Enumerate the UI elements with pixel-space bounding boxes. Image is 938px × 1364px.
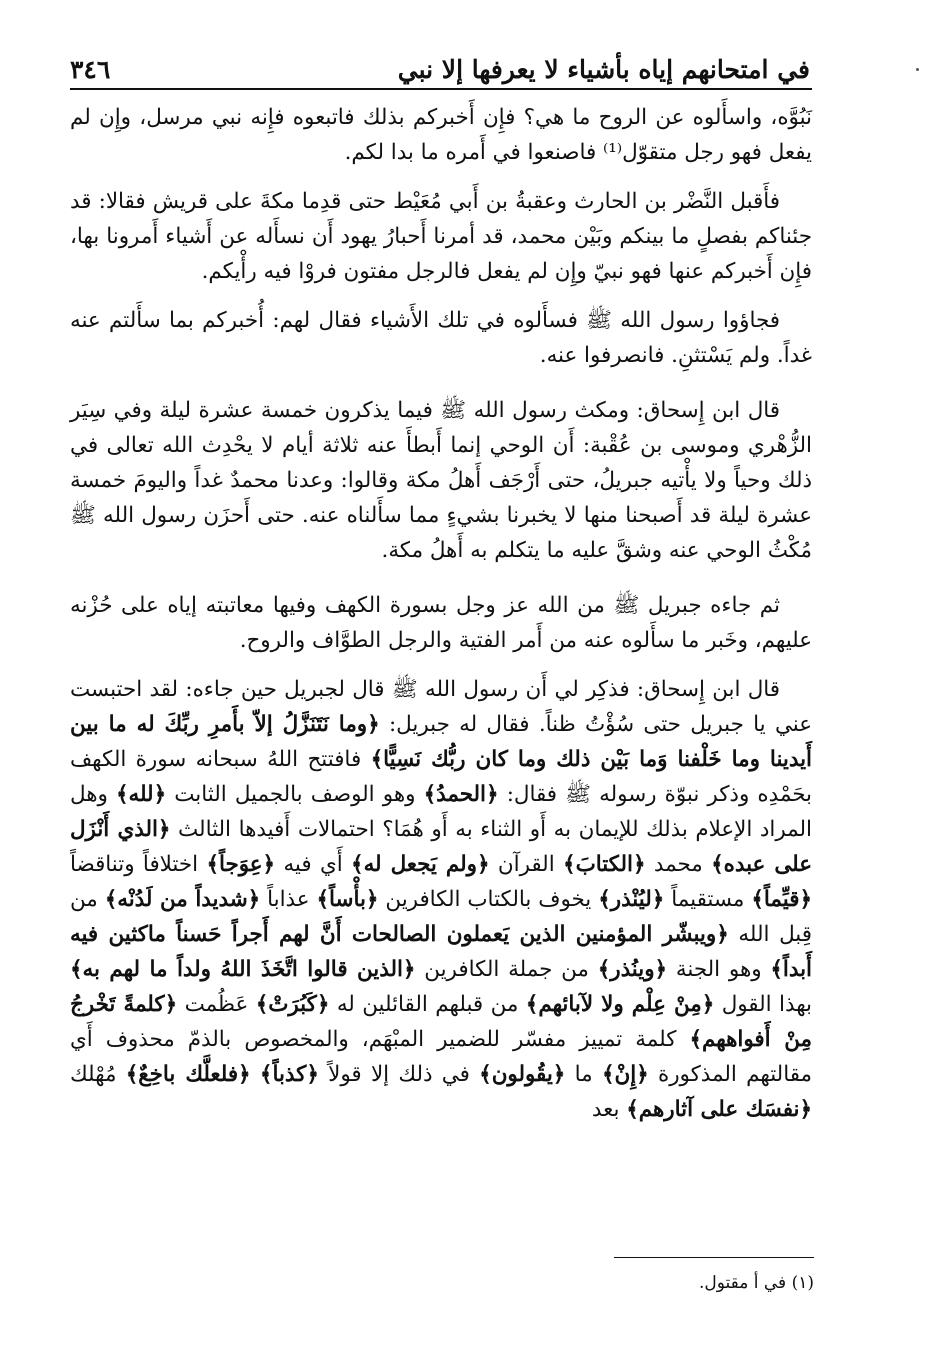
text-segment: أَي فيه (275, 852, 352, 877)
margin-mark (916, 68, 919, 71)
quran-quote: ﴿كذباً﴾ (259, 1062, 319, 1087)
text-segment: بعد (591, 1097, 627, 1122)
text-segment: بهذا القول (714, 992, 813, 1017)
text-segment: من قبلهم القائلين له (329, 992, 526, 1017)
paragraph-3: فجاؤوا رسول الله ﷺ فسأَلوه في تلك الأَشياء فقال لهم: أُخبركم بما سأَلتم عنه غداً. ولم يَسْتثنِ. فانصرفوا عنه. (70, 308, 812, 368)
text-segment: مُهْلك (70, 1062, 126, 1087)
page-number: ٣٤٦ (70, 55, 111, 84)
quran-quote: ﴿بأْساً﴾ (316, 887, 379, 912)
quran-quote: ﴿قيِّماً﴾ (751, 887, 812, 912)
header-rule (70, 88, 812, 90)
quran-quote: ﴿ولم يَجعل له﴾ (351, 852, 490, 877)
text-segment: قال ابن إِسحاق: فذكِر لي أَن رسول الله ﷺ قال لجبريل حين جاءه: لقد احتبست عني يا جبريل حتى سُؤْتُ ظناً. فقال له جبريل: (70, 677, 812, 737)
quran-quote: ﴿الذين قالوا اتَّخَذَ اللهُ ولداً ما لهم به﴾ (70, 957, 416, 982)
quran-quote: ﴿وينُذر﴾ (597, 957, 668, 982)
paragraph-5: ثم جاءه جبريل ﷺ من الله عز وجل بسورة الكهف وفيها معاتبته إياه على حُزْنه عليهم، وخَبر ما سأَلوه عنه من أَمر الفتية والرجل الطوَّاف والروح. (70, 593, 812, 653)
quran-quote: ﴿عِوَجاً﴾ (206, 852, 276, 877)
quran-quote: ﴿شديداً من لَدُنْه﴾ (104, 887, 261, 912)
running-title: في امتحانهم إياه بأشياء لا يعرفها إلا نبي (397, 55, 810, 84)
quran-quote: ﴿يقُولون﴾ (479, 1062, 566, 1087)
text-segment: من قِبل الله (70, 887, 812, 947)
quran-quote: ﴿إِنْ﴾ (601, 1062, 649, 1087)
text-segment: محمد (645, 852, 712, 877)
text-segment (251, 1062, 260, 1087)
quran-quote: ﴿ليُنْذر﴾ (598, 887, 665, 912)
quran-quote: ﴿مِنْ عِلْم ولا لآبائهم﴾ (525, 992, 715, 1017)
page-header (70, 38, 810, 82)
quran-quote: ﴿الكتابَ﴾ (563, 852, 646, 877)
text-segment: وهو الجنة (667, 957, 771, 982)
text-segment: عَظُمت (177, 992, 256, 1017)
text-segment: وهل المراد الإعلام بذلك للإيمان به أَو الثناء به أَو هُمَا؟ احتمالات أَفيدها الثالث (70, 782, 812, 842)
paragraph-4: قال ابن إِسحاق: ومكث رسول الله ﷺ فيما يذكرون خمسة عشرة ليلة وفي سِيَر الزُّهْري وموسى بن عُقْبة: أَن الوحي إنما أَبطأَ عنه ثلاثة أيام لا يحْدِث الله تعالى في ذلك وحياً ولا يأْتيه جبريلُ، حتى أَرْجَف أَهلُ مكة وقالوا: وعدنا محمدٌ غداً واليومَ خمسة عشرة ليلة قد أَصبحنا منها لا يخبرنا بشيءٍ مما سأَلناه عنه. حتى أَحزَن رسول الله ﷺ مُكْثُ الوحي عنه وشقَّ عليه ما يتكلم به أَهلُ مكة. (70, 398, 812, 563)
quran-quote: ﴿نفسَك على آثارهم﴾ (626, 1097, 812, 1122)
quran-quote: ﴿كَبُرَتْ﴾ (255, 992, 330, 1017)
paragraph-1: نَبُوَّه، واسأَلوه عن الروح ما هي؟ فإِن أَخبركم بذلك فاتبعوه فإِنه نبي مرسل، وإِن لم يفعل فهو رجل متقوّل⁽¹⁾ فاصنعوا في أَمره ما بدا لكم. (70, 105, 812, 165)
quran-quote: ﴿الحمدُ﴾ (423, 782, 499, 807)
text-segment: مستقيماً (664, 887, 752, 912)
text-segment: وهو الوصف بالجميل الثابت (166, 782, 424, 807)
quran-quote: ﴿ويبشّر المؤمنين الذين يَعملون الصالحات أَنَّ لهم أَجراً حَسناً ماكثين فيه أَبداً﴾ (70, 922, 812, 982)
text-segment: ما (565, 1062, 602, 1087)
text-segment: فافتتح اللهُ سبحانه سورة الكهف بحَمْدِه وذكر نبوّة رسوله ﷺ فقال: (70, 747, 812, 807)
text-segment: اختلافاً وتناقضاً (70, 852, 207, 877)
text-segment: القرآن (489, 852, 564, 877)
text-segment: في ذلك إلا قولاً (318, 1062, 480, 1087)
quran-quote: ﴿فلعلَّك باخِعٌ﴾ (125, 1062, 251, 1087)
quran-quote: ﴿لله﴾ (115, 782, 167, 807)
body-text (70, 100, 812, 1141)
footnote: (١) في أ مقتول. (698, 1273, 814, 1293)
paragraph-2: فأَقبل النَّضْر بن الحارث وعقبةُ بن أَبي مُعَيْط حتى قدِما مكةَ على قريش فقالا: قد جئناكم بفصلٍ ما بينكم وبَيْن محمد، قد أمرنا أَحبارُ يهود أَن نسأَله عن أَشياء أَمرونا بها، فإِن أَخبركم عنها فهو نبيّ وإِن لم يفعل فالرجل مفتون فروْا فيه رأْيكم. (70, 189, 812, 284)
quran-quote: ﴿وما نَتَنَزَّلُ إلاّ بأَمرِ ربِّكَ له ما بين أَيدينا وما خَلْفنا وَما بَيْن ذلك وما كان ربُّك نَسِيًّا﴾ (70, 712, 812, 772)
text-segment: من جملة الكافرين (415, 957, 598, 982)
text-segment: كلمة تمييز مفسّر للضمير المبْهَم، والمخصوص بالذمّ محذوف أَي مقالتهم المذكورة (70, 1027, 812, 1087)
text-segment: عذاباً (260, 887, 317, 912)
quran-quote: ﴿الذي أَنْزَل على عبده﴾ (70, 817, 812, 877)
text-segment: يخوف بالكتاب الكافرين (378, 887, 599, 912)
quran-quote: ﴿كلمةً تَخْرجُ مِنْ أَفواههم﴾ (70, 992, 812, 1052)
footnote-rule (614, 1257, 814, 1258)
paragraph-6 (70, 672, 812, 1127)
